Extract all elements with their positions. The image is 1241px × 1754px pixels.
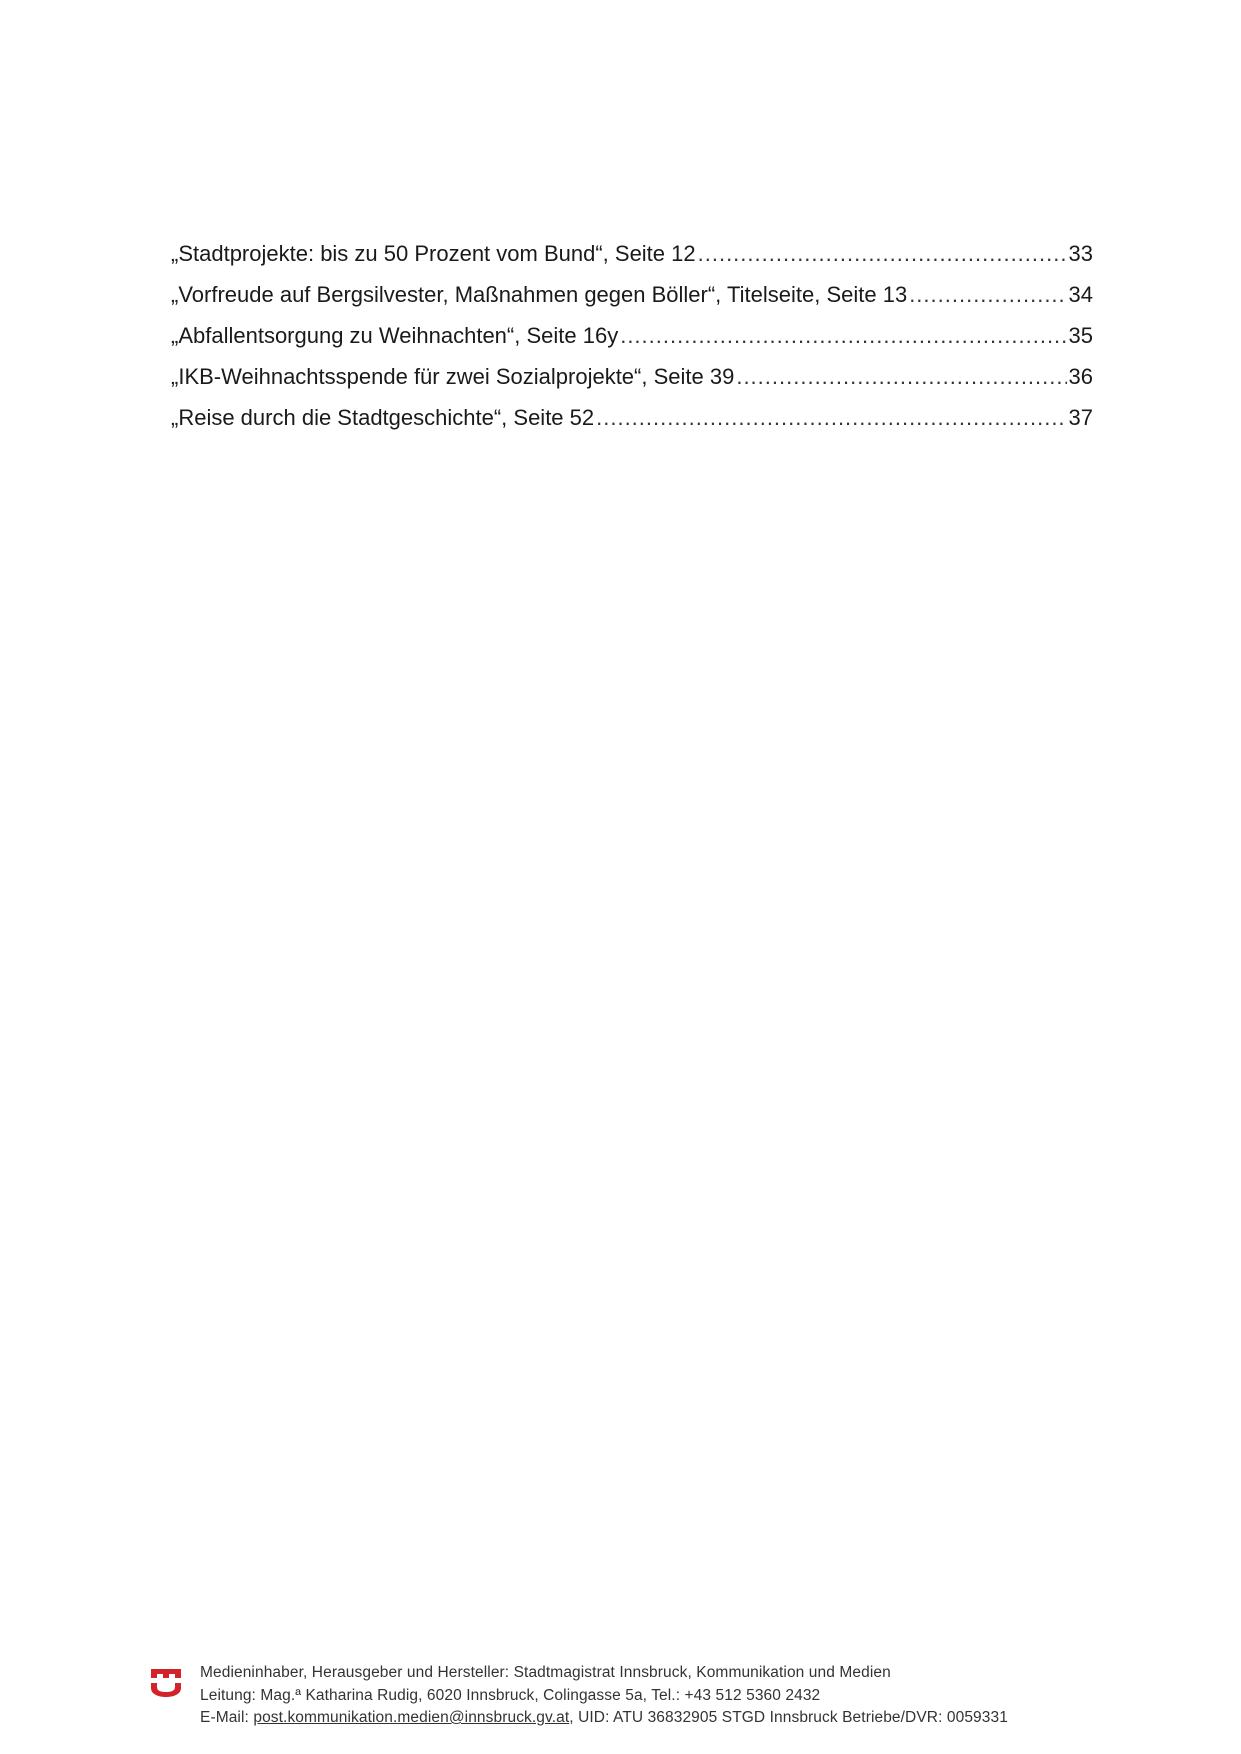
footer-email-label: E-Mail: <box>200 1709 254 1726</box>
toc-entry-page: 36 <box>1068 364 1093 389</box>
toc-dot-leader <box>909 274 1066 315</box>
toc-entry-page: 33 <box>1068 241 1093 266</box>
table-of-contents <box>171 233 1093 438</box>
page-footer <box>150 1662 1110 1730</box>
footer-contact-line <box>200 1707 1008 1730</box>
toc-entry-title: „IKB-Weihnachtsspende für zwei Sozialprojekte“, Seite 39 <box>171 364 735 389</box>
footer-management-line: Leitung: Mag.ª Katharina Rudig, 6020 Innsbruck, Colingasse 5a, Tel.: +43 512 5360 2432 <box>200 1686 821 1704</box>
toc-dot-leader <box>736 356 1066 397</box>
footer-email-link[interactable]: post.kommunikation.medien@innsbruck.gv.at <box>253 1709 570 1726</box>
toc-entry[interactable] <box>171 315 1093 356</box>
toc-dot-leader <box>620 315 1066 356</box>
toc-entry-page: 35 <box>1068 323 1093 348</box>
toc-dot-leader <box>596 397 1066 438</box>
toc-entry-title: „Abfallentsorgung zu Weihnachten“, Seite 16y <box>171 323 619 348</box>
toc-entry-page: 34 <box>1068 282 1093 307</box>
footer-registration-info: , UID: ATU 36832905 STGD Innsbruck Betriebe/DVR: 0059331 <box>569 1709 1008 1726</box>
toc-dot-leader <box>698 233 1067 274</box>
toc-entry-title: „Stadtprojekte: bis zu 50 Prozent vom Bund“, Seite 12 <box>171 241 696 266</box>
innsbruck-city-logo-icon <box>150 1664 182 1698</box>
toc-entry-page: 37 <box>1068 405 1093 430</box>
footer-publisher-line: Medieninhaber, Herausgeber und Hersteller: Stadtmagistrat Innsbruck, Kommunikation und Medien <box>200 1664 891 1681</box>
footer-imprint <box>200 1662 1008 1730</box>
toc-entry[interactable] <box>171 233 1093 274</box>
toc-entry[interactable] <box>171 274 1093 315</box>
toc-entry-title: „Reise durch die Stadtgeschichte“, Seite 52 <box>171 405 595 430</box>
toc-entry-title: „Vorfreude auf Bergsilvester, Maßnahmen gegen Böller“, Titelseite, Seite 13 <box>171 282 908 307</box>
toc-entry[interactable] <box>171 356 1093 397</box>
toc-entry[interactable] <box>171 397 1093 438</box>
